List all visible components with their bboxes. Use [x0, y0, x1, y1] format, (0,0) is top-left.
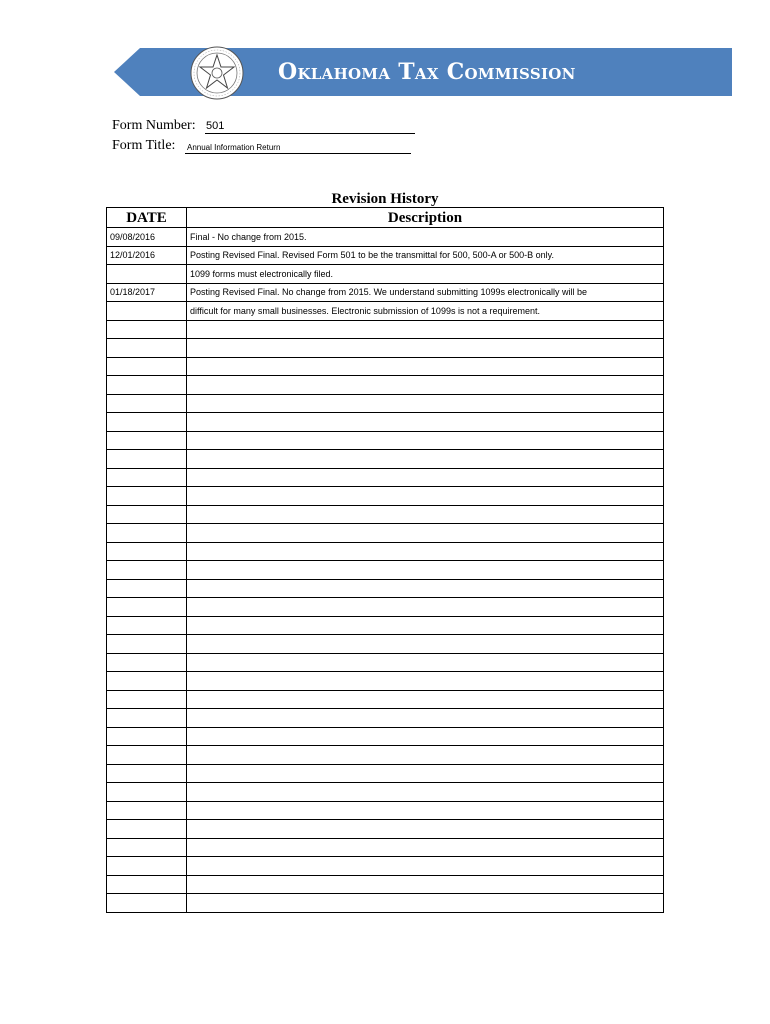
empty-table-row	[107, 339, 664, 358]
table-row	[107, 228, 664, 247]
form-title-value: Annual Information Return	[187, 143, 281, 152]
empty-description-cell	[187, 376, 664, 395]
empty-description-cell	[187, 339, 664, 358]
revision-history-body	[107, 228, 664, 913]
revision-date: 01/18/2017	[107, 283, 187, 302]
empty-description-cell	[187, 357, 664, 376]
empty-table-row	[107, 801, 664, 820]
empty-description-cell	[187, 561, 664, 580]
revision-description: difficult for many small businesses. Electronic submission of 1099s is not a requirement.	[187, 302, 664, 321]
empty-date-cell	[107, 339, 187, 358]
empty-table-row	[107, 894, 664, 913]
empty-description-cell	[187, 838, 664, 857]
form-number-label: Form Number:	[112, 118, 196, 133]
agency-title: Oklahoma Tax Commission	[278, 59, 576, 85]
revision-description: Posting Revised Final. Revised Form 501 to be the transmittal for 500, 500-A or 500-B only.	[187, 246, 664, 265]
empty-date-cell	[107, 413, 187, 432]
form-title-row	[112, 138, 281, 154]
empty-description-cell	[187, 709, 664, 728]
empty-description-cell	[187, 431, 664, 450]
empty-description-cell	[187, 542, 664, 561]
empty-date-cell	[107, 727, 187, 746]
empty-date-cell	[107, 431, 187, 450]
revision-description: Posting Revised Final. No change from 2015. We understand submitting 1099s electronically will be	[187, 283, 664, 302]
revision-history-table	[106, 207, 664, 913]
table-row	[107, 265, 664, 284]
empty-description-cell	[187, 450, 664, 469]
empty-description-cell	[187, 394, 664, 413]
empty-date-cell	[107, 838, 187, 857]
table-row	[107, 302, 664, 321]
empty-date-cell	[107, 746, 187, 765]
empty-table-row	[107, 450, 664, 469]
empty-table-row	[107, 727, 664, 746]
empty-table-row	[107, 413, 664, 432]
empty-table-row	[107, 542, 664, 561]
empty-date-cell	[107, 357, 187, 376]
empty-table-row	[107, 468, 664, 487]
empty-date-cell	[107, 524, 187, 543]
empty-description-cell	[187, 820, 664, 839]
revision-date	[107, 302, 187, 321]
empty-date-cell	[107, 561, 187, 580]
empty-table-row	[107, 431, 664, 450]
empty-date-cell	[107, 598, 187, 617]
empty-date-cell	[107, 450, 187, 469]
empty-table-row	[107, 616, 664, 635]
empty-description-cell	[187, 783, 664, 802]
empty-table-row	[107, 783, 664, 802]
empty-description-cell	[187, 727, 664, 746]
empty-description-cell	[187, 635, 664, 654]
empty-date-cell	[107, 857, 187, 876]
empty-date-cell	[107, 801, 187, 820]
empty-table-row	[107, 635, 664, 654]
form-number-row	[112, 118, 225, 134]
empty-table-row	[107, 764, 664, 783]
empty-date-cell	[107, 320, 187, 339]
empty-date-cell	[107, 635, 187, 654]
state-seal-icon	[190, 46, 244, 100]
empty-table-row	[107, 579, 664, 598]
empty-date-cell	[107, 468, 187, 487]
empty-date-cell	[107, 616, 187, 635]
description-column-header: Description	[187, 208, 664, 228]
empty-table-row	[107, 524, 664, 543]
empty-description-cell	[187, 690, 664, 709]
table-row	[107, 283, 664, 302]
empty-description-cell	[187, 672, 664, 691]
empty-description-cell	[187, 875, 664, 894]
empty-date-cell	[107, 579, 187, 598]
empty-table-row	[107, 653, 664, 672]
empty-table-row	[107, 709, 664, 728]
empty-description-cell	[187, 468, 664, 487]
empty-table-row	[107, 357, 664, 376]
form-title-label: Form Title:	[112, 138, 176, 153]
empty-table-row	[107, 320, 664, 339]
revision-date: 09/08/2016	[107, 228, 187, 247]
table-row	[107, 246, 664, 265]
empty-description-cell	[187, 487, 664, 506]
revision-description: Final - No change from 2015.	[187, 228, 664, 247]
empty-description-cell	[187, 653, 664, 672]
empty-table-row	[107, 820, 664, 839]
empty-date-cell	[107, 487, 187, 506]
form-number-underline	[205, 120, 415, 134]
empty-description-cell	[187, 801, 664, 820]
empty-description-cell	[187, 894, 664, 913]
empty-date-cell	[107, 505, 187, 524]
empty-table-row	[107, 376, 664, 395]
empty-description-cell	[187, 320, 664, 339]
revision-date: 12/01/2016	[107, 246, 187, 265]
empty-date-cell	[107, 894, 187, 913]
empty-description-cell	[187, 746, 664, 765]
empty-date-cell	[107, 394, 187, 413]
empty-date-cell	[107, 875, 187, 894]
empty-date-cell	[107, 783, 187, 802]
empty-description-cell	[187, 764, 664, 783]
empty-table-row	[107, 690, 664, 709]
empty-description-cell	[187, 579, 664, 598]
empty-description-cell	[187, 857, 664, 876]
empty-date-cell	[107, 653, 187, 672]
revision-date	[107, 265, 187, 284]
empty-date-cell	[107, 690, 187, 709]
empty-description-cell	[187, 616, 664, 635]
empty-table-row	[107, 838, 664, 857]
empty-description-cell	[187, 598, 664, 617]
empty-description-cell	[187, 524, 664, 543]
empty-date-cell	[107, 709, 187, 728]
revision-history-title: Revision History	[331, 191, 439, 207]
empty-date-cell	[107, 820, 187, 839]
date-column-header: DATE	[107, 208, 187, 228]
revision-description: 1099 forms must electronically filed.	[187, 265, 664, 284]
empty-date-cell	[107, 376, 187, 395]
empty-table-row	[107, 505, 664, 524]
empty-table-row	[107, 394, 664, 413]
empty-table-row	[107, 561, 664, 580]
empty-table-row	[107, 672, 664, 691]
form-number-value: 501	[206, 120, 225, 132]
empty-date-cell	[107, 672, 187, 691]
empty-table-row	[107, 487, 664, 506]
empty-table-row	[107, 598, 664, 617]
empty-description-cell	[187, 505, 664, 524]
empty-date-cell	[107, 542, 187, 561]
empty-date-cell	[107, 764, 187, 783]
empty-table-row	[107, 875, 664, 894]
table-header-row	[107, 208, 664, 228]
empty-table-row	[107, 857, 664, 876]
empty-table-row	[107, 746, 664, 765]
empty-description-cell	[187, 413, 664, 432]
